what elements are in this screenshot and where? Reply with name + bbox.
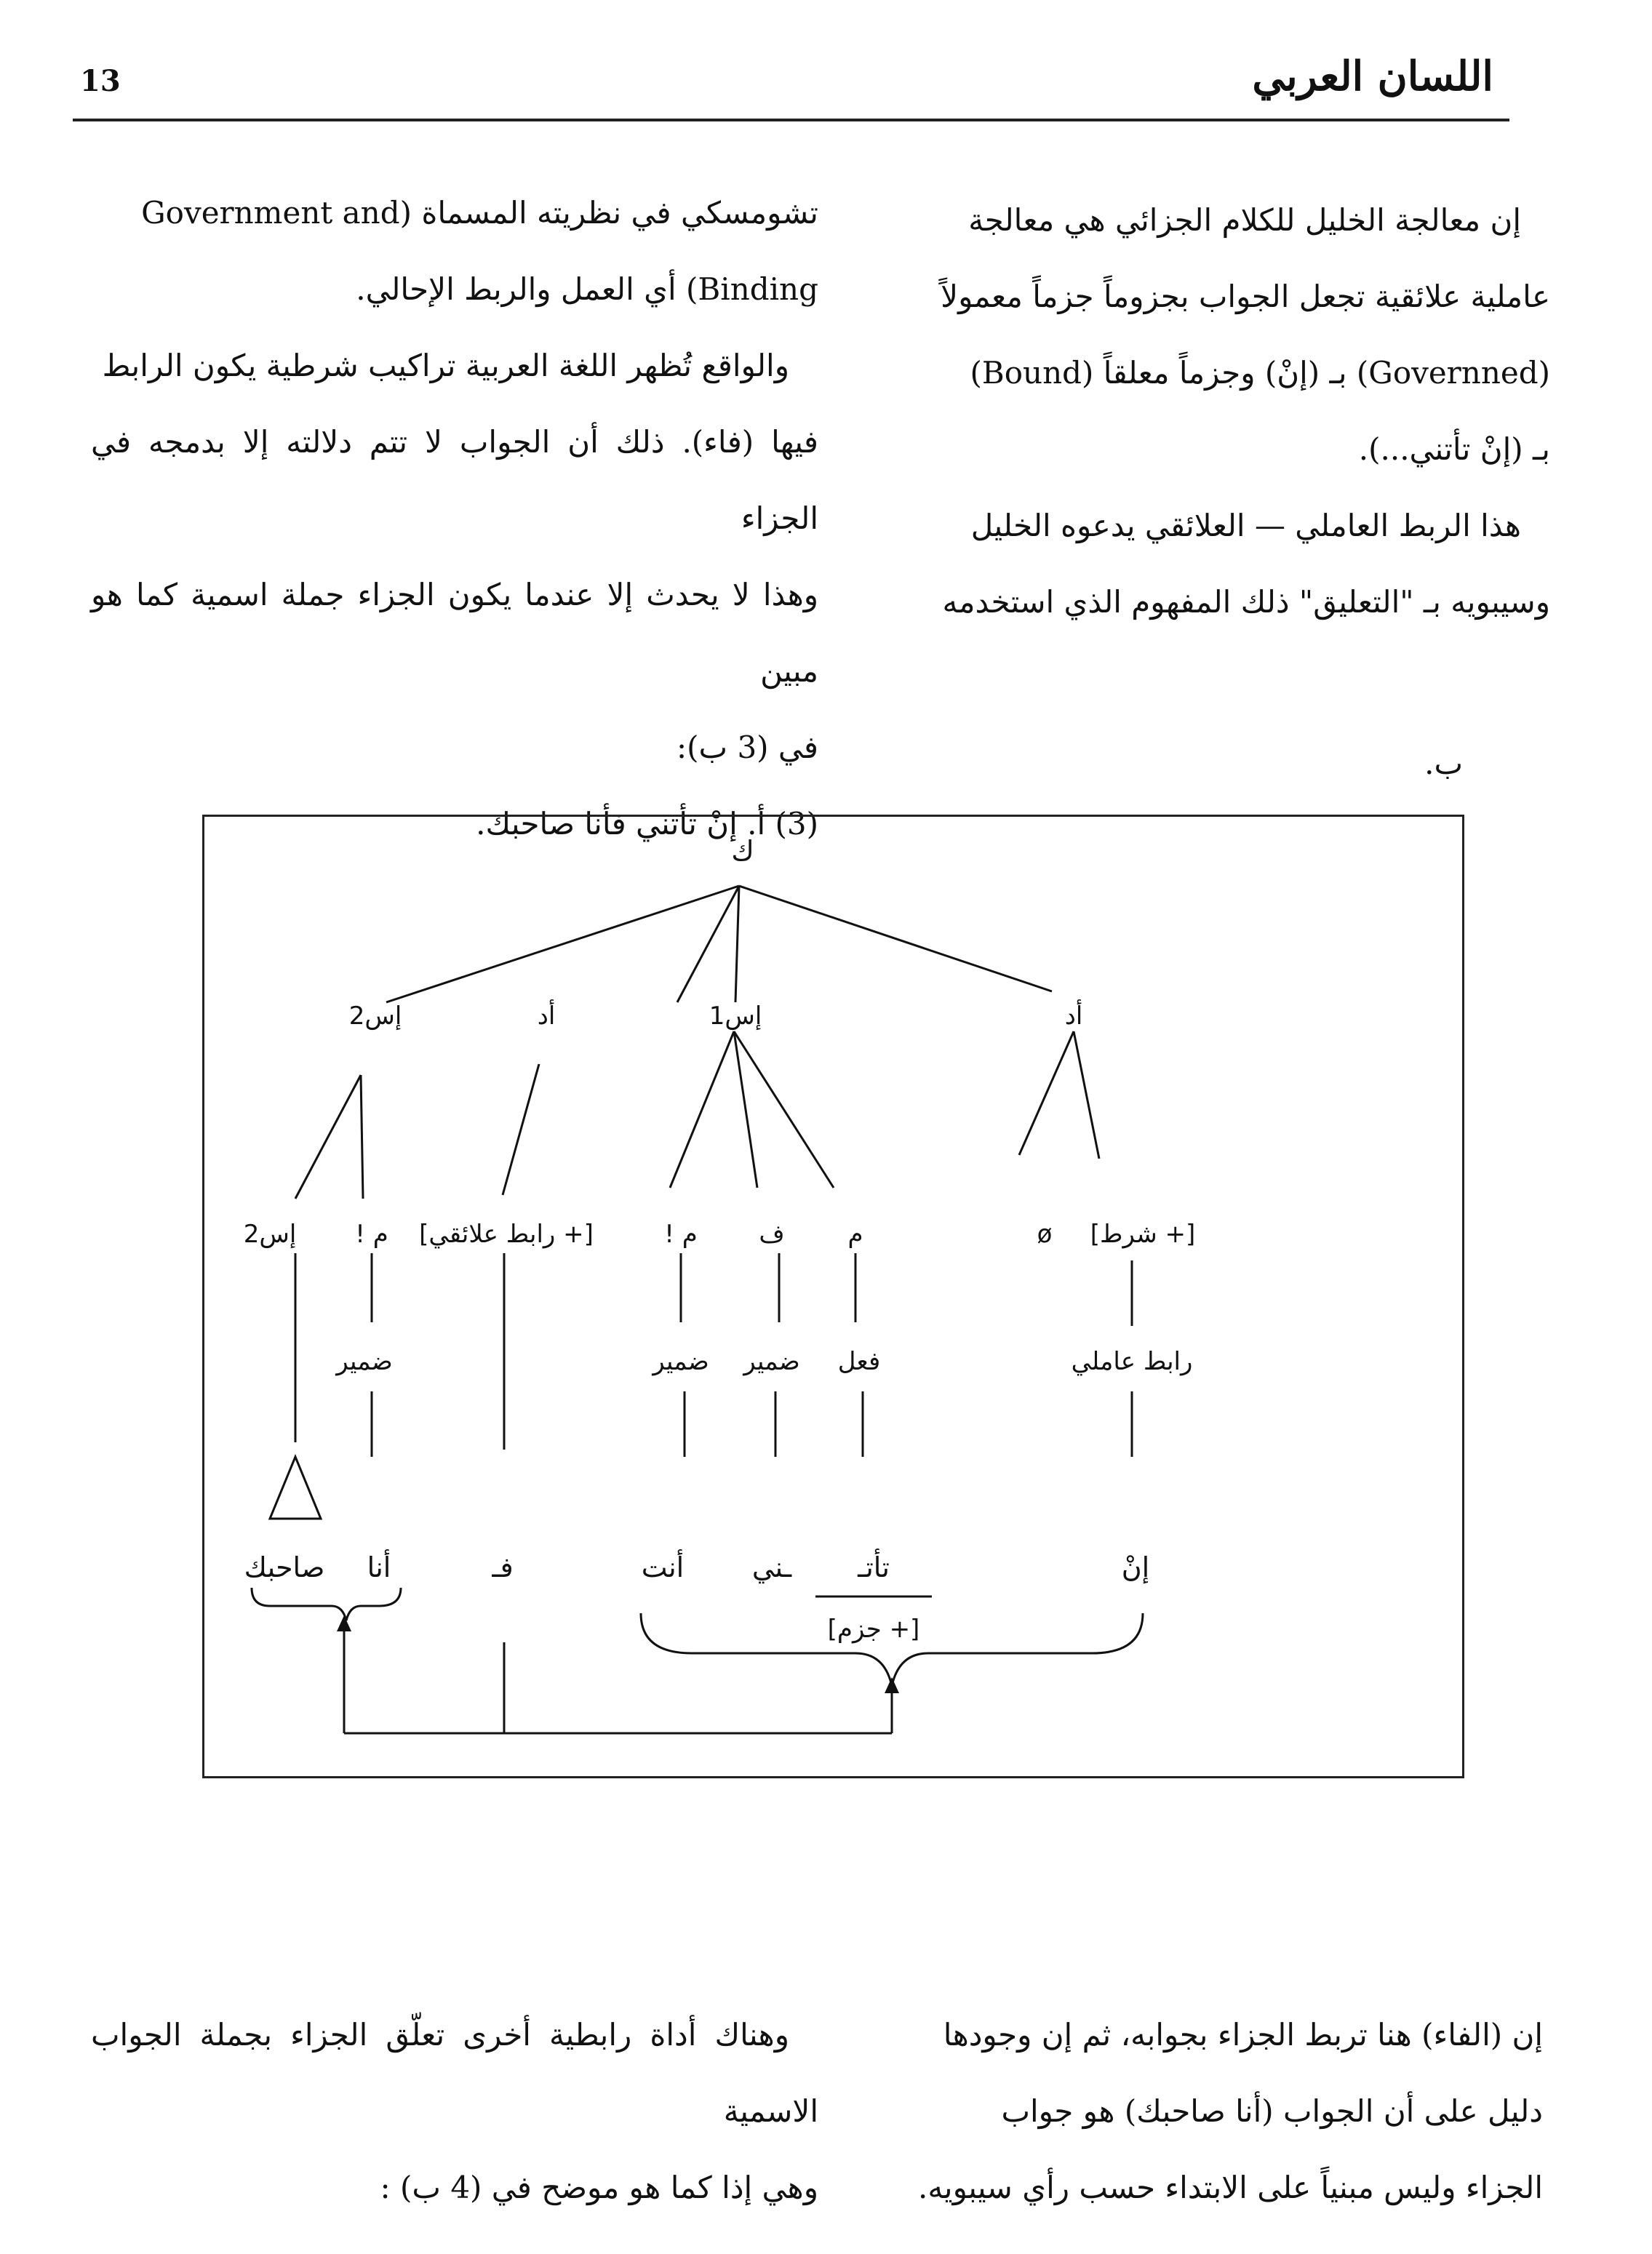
text-line: بـ (إنْ تأتني...).: [1358, 431, 1550, 467]
page-number: 13: [80, 64, 121, 98]
tree-branch: [295, 1075, 361, 1199]
right-column-bottom: [917, 1997, 1543, 2226]
text-line: تشومسكي في نظريته المسماة (Government and: [141, 195, 818, 231]
tree-node-label: فعل: [837, 1347, 881, 1376]
tree-node-label: إس1: [709, 1002, 762, 1031]
text-line: والواقع تُظهر اللغة العربية تراكيب شرطية يكون الرابط: [102, 348, 789, 383]
tree-node-label: ضمير: [743, 1347, 800, 1376]
tree-word: تأتـ: [858, 1551, 890, 1583]
text-line: وسيبويه بـ "التعليق" ذلك المفهوم الذي استخدمه: [942, 584, 1550, 620]
tree-node-label: أد: [537, 1002, 556, 1031]
tree-branch: [734, 1031, 757, 1188]
tree-word: إنْ: [1121, 1551, 1150, 1583]
left-column-top: [91, 175, 818, 862]
tree-word: صاحبك: [244, 1551, 325, 1583]
tree-node-label: أد: [1064, 1002, 1083, 1031]
tree-node-label: ø: [1037, 1220, 1053, 1249]
tree-word: ـني: [751, 1551, 792, 1583]
tree-node-label: م: [847, 1220, 863, 1249]
tree-branch: [503, 1064, 539, 1195]
tree-branch: [1019, 1031, 1074, 1155]
example-sentence: (3) أ. إنْ تأتني فأنا صاحبك.: [476, 806, 818, 842]
tree-word: أنا: [367, 1551, 391, 1583]
tree-node-label: م !: [664, 1220, 698, 1249]
tree-node-label: ضمير: [336, 1347, 393, 1376]
tree-word: فـ: [492, 1551, 514, 1583]
tree-root-label: ك: [731, 835, 754, 867]
tree-node-label: رابط عاملي: [1071, 1347, 1193, 1376]
tree-node-label: إس2: [348, 1002, 402, 1031]
tree-node-label: إس2: [243, 1220, 297, 1249]
phrase-brace: [252, 1588, 401, 1620]
text-line: إن معالجة الخليل للكلام الجزائي هي معالجة: [968, 202, 1521, 238]
right-column-top: [925, 182, 1550, 640]
tree-branch: [670, 1031, 734, 1188]
tree-branch: [734, 1031, 834, 1188]
text-line: دليل على أن الجواب (أنا صاحبك) هو جواب: [1001, 2093, 1543, 2129]
text-line: عاملية علائقية تجعل الجواب بجزوماً جزماً معمولاً: [941, 279, 1550, 314]
tree-branch: [735, 886, 739, 1002]
triangle-node: [270, 1457, 321, 1519]
text-line: فيها (فاء). ذلك أن الجواب لا تتم دلالته إلا بدمجه في الجزاء: [91, 424, 818, 536]
text-line: وهي إذا كما هو موضح في (4 ب) :: [380, 2170, 818, 2205]
arrow-head: [885, 1677, 899, 1693]
tree-node-label: ضمير: [653, 1347, 709, 1376]
tree-branch: [739, 886, 1052, 991]
journal-title: اللسان العربي: [1252, 52, 1493, 100]
arrow-head: [337, 1615, 351, 1631]
header-rule: [73, 119, 1509, 121]
left-column-bottom: [91, 1997, 818, 2226]
paragraph: [925, 182, 1550, 487]
text-line: الجزاء وليس مبنياً على الابتداء حسب رأي سيبويه.: [918, 2170, 1543, 2205]
text-line: وهذا لا يحدث إلا عندما يكون الجزاء جملة اسمية كما هو مبين: [91, 577, 818, 689]
text-line: إن (الفاء) هنا تربط الجزاء بجوابه، ثم إن وجودها: [943, 2017, 1543, 2053]
tree-node-label: [+ رابط علائقي]: [419, 1220, 594, 1249]
subfigure-label: ب.: [1424, 746, 1463, 781]
tree-branch: [1074, 1031, 1099, 1159]
jazm-label: [+ جزم]: [827, 1615, 920, 1644]
text-line: في (3 ب):: [677, 730, 818, 765]
text-line: هذا الربط العاملي — العلائقي يدعوه الخليل: [970, 508, 1521, 543]
tree-node-label: [+ شرط]: [1090, 1220, 1196, 1249]
syntax-tree-svg: [204, 817, 1467, 1781]
paragraph: [925, 487, 1550, 640]
tree-node-label: م !: [355, 1220, 388, 1249]
text-line: (Governned) بـ (إنْ) وجزماً معلقاً (Bound): [970, 355, 1550, 391]
tree-branch: [361, 1075, 363, 1199]
text-line: Binding) أي العمل والربط الإحالي.: [356, 271, 818, 307]
tree-word: أنت: [641, 1551, 685, 1583]
tree-node-label: ف: [759, 1220, 785, 1249]
text-line: وهناك أداة رابطية أخرى تعلّق الجزاء بجملة الجواب الاسمية: [91, 2017, 818, 2129]
syntax-tree-diagram: [202, 815, 1464, 1778]
